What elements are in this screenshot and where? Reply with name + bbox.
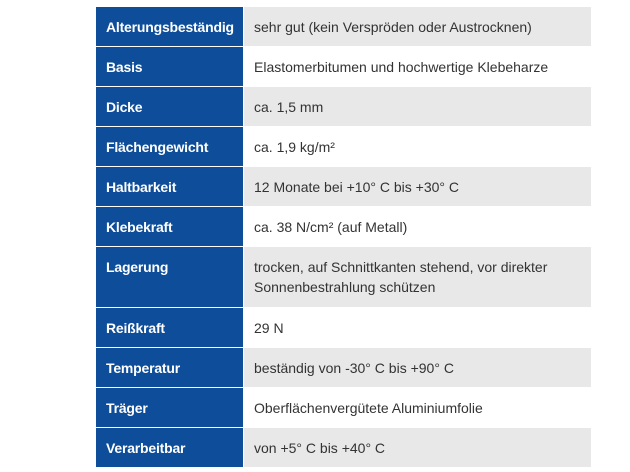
spec-value: von +5° C bis +40° C bbox=[244, 428, 592, 468]
spec-key: Klebekraft bbox=[96, 207, 244, 247]
spec-key: Flächengewicht bbox=[96, 127, 244, 167]
spec-key: Temperatur bbox=[96, 348, 244, 388]
spec-value: 12 Monate bei +10° C bis +30° C bbox=[244, 167, 592, 207]
table-row bbox=[96, 87, 592, 127]
spec-key: Haltbarkeit bbox=[96, 167, 244, 207]
spec-value: Oberflächenvergütete Aluminiumfolie bbox=[244, 388, 592, 428]
spec-value: ca. 1,5 mm bbox=[244, 87, 592, 127]
table-row bbox=[96, 388, 592, 428]
table-row bbox=[96, 167, 592, 207]
spec-value: Elastomerbitumen und hochwertige Klebeharze bbox=[244, 47, 592, 87]
spec-key: Lagerung bbox=[96, 247, 244, 308]
spec-value: ca. 1,9 kg/m² bbox=[244, 127, 592, 167]
table-row bbox=[96, 47, 592, 87]
spec-key: Träger bbox=[96, 388, 244, 428]
spec-value: ca. 38 N/cm² (auf Metall) bbox=[244, 207, 592, 247]
table-row bbox=[96, 7, 592, 47]
spec-key: Reißkraft bbox=[96, 308, 244, 348]
table-row bbox=[96, 247, 592, 308]
table-row bbox=[96, 348, 592, 388]
spec-table bbox=[95, 6, 592, 468]
table-row bbox=[96, 127, 592, 167]
table-row bbox=[96, 308, 592, 348]
spec-key: Basis bbox=[96, 47, 244, 87]
spec-value: beständig von -30° C bis +90° C bbox=[244, 348, 592, 388]
spec-key: Alterungsbeständig bbox=[96, 7, 244, 47]
spec-value: trocken, auf Schnittkanten stehend, vor direkter Sonnenbestrahlung schützen bbox=[244, 247, 592, 308]
table-row bbox=[96, 207, 592, 247]
spec-key: Verarbeitbar bbox=[96, 428, 244, 468]
table-row bbox=[96, 428, 592, 468]
spec-value: sehr gut (kein Verspröden oder Austrocknen) bbox=[244, 7, 592, 47]
spec-key: Dicke bbox=[96, 87, 244, 127]
spec-value: 29 N bbox=[244, 308, 592, 348]
